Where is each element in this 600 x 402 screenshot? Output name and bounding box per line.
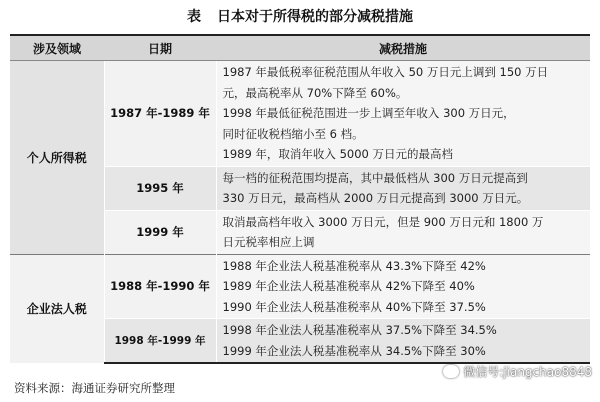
period-cell: 1995 年 [104,166,216,210]
measure-line: 1989 年，取消年收入 5000 万日元的最高档 [222,147,453,161]
area-cell-personal: 个人所得税 [10,61,104,255]
measure-line: 元，最高税率从 70%下降至 60%。 [222,85,408,100]
header-period: 日期 [104,35,216,61]
watermark [443,363,592,380]
measure-cell [216,254,590,319]
area-cell-corporate: 企业法人税 [10,254,104,363]
table-label: 表 [187,9,201,25]
measure-line: 1999 年企业法人税基准税率从 34.5%下降至 30% [222,343,486,358]
measure-line: 1990 年企业法人税基准税率从 40%下降至 37.5% [222,299,486,314]
period-cell: 1999 年 [104,210,216,254]
wechat-icon [443,365,459,378]
tax-cut-table [10,34,590,364]
measure-line: 取消最高档年收入 3000 万日元，但是 900 万日元和 1800 万 [222,214,544,229]
table-title [0,6,600,26]
header-measure: 减税措施 [216,35,590,61]
period-cell: 1998 年-1999 年 [104,319,216,364]
measure-cell [216,319,590,364]
measure-line: 同时征收税档缩小至 6 档。 [222,126,364,141]
period-cell: 1987 年-1989 年 [104,61,216,167]
source-note: 资料来源：海通证券研究所整理 [14,381,175,395]
measure-cell [216,166,590,210]
table-row [10,61,590,167]
period-cell: 1988 年-1990 年 [104,254,216,319]
measure-line: 日元税率相应上调 [222,235,315,249]
watermark-text: 微信号:jiangchao8848 [463,365,592,379]
header-area: 涉及领域 [10,35,104,61]
measure-line: 每一档的征税范围均提高，其中最低档从 300 万日元提高到 [222,170,528,185]
measure-line: 1998 年企业法人税基准税率从 37.5%下降至 34.5% [222,323,497,337]
measure-cell [216,210,590,254]
measure-line: 330 万日元，最高档从 2000 万日元提高到 3000 万日元。 [222,191,529,205]
table-header-row [10,35,590,61]
table-row [10,254,590,319]
measure-line: 1988 年企业法人税基准税率从 43.3%下降至 42% [222,258,486,273]
measure-cell [216,61,590,167]
measure-line: 1998 年最低征税范围进一步上调至年收入 300 万日元， [222,106,515,120]
measure-line: 1987 年最低税率征税范围从年收入 50 万日元上调到 150 万日 [222,65,549,79]
measure-line: 1989 年企业法人税基准税率从 42%下降至 40% [222,279,475,293]
table-title-text: 日本对于所得税的部分减税措施 [217,9,413,25]
